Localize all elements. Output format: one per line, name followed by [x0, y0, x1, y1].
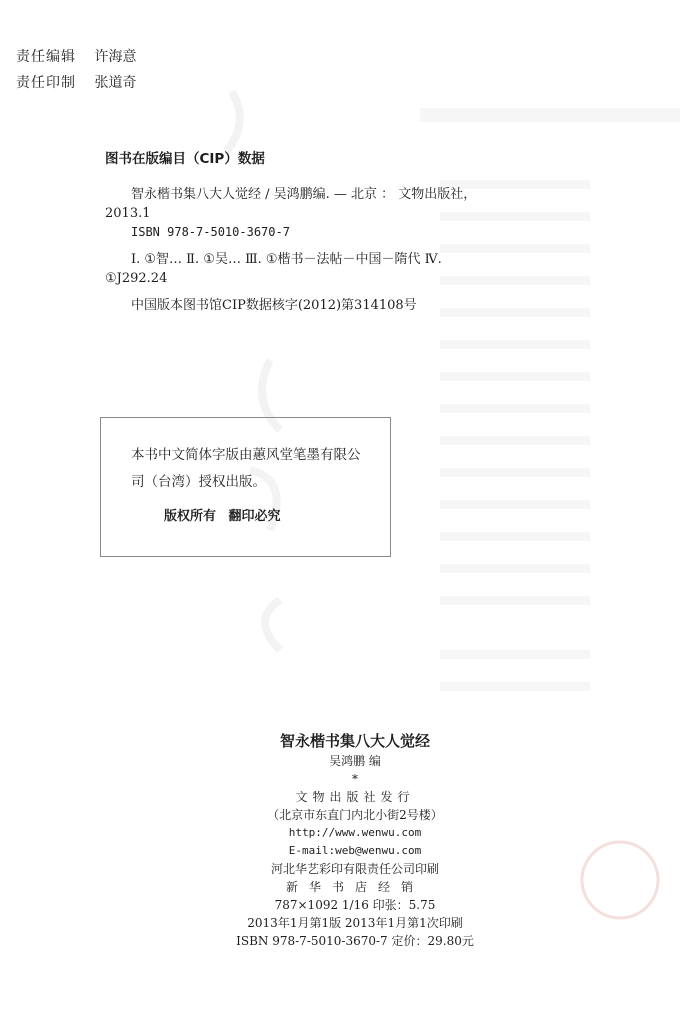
license-notice-box	[100, 417, 391, 557]
book-title: 智永楷书集八大人觉经	[279, 732, 430, 750]
cip-classification: Ⅰ. ①智… Ⅱ. ①吴… Ⅲ. ①楷书－法帖－中国－隋代 Ⅳ. ①J292.24	[105, 252, 442, 286]
email-line: E-mail:web@wenwu.com	[288, 844, 422, 857]
license-notice: 本书中文简体字版由蕙风堂笔墨有限公司（台湾）授权出版。	[131, 447, 361, 490]
credit-name: 张道奇	[94, 75, 137, 91]
credit-role: 责任编辑	[16, 49, 76, 65]
divider-mark: *	[352, 772, 358, 786]
edition-line: 2013年1月第1版 2013年1月第1次印刷	[247, 916, 463, 930]
cip-data-block	[105, 150, 495, 323]
credit-row-printing	[16, 70, 136, 96]
editor-line: 吴鸿鹏 编	[329, 754, 381, 768]
publisher-line: 文物出版社发行	[295, 790, 415, 804]
printer-line: 河北华艺彩印有限责任公司印刷	[270, 862, 439, 876]
credits-block	[16, 44, 136, 96]
website-line: http://www.wenwu.com	[288, 826, 422, 839]
format-line: 787×1092 1/16 印张：5.75	[274, 898, 436, 912]
cip-isbn: ISBN 978-7-5010-3670-7	[131, 225, 290, 239]
colophon	[150, 730, 560, 950]
cip-record: 中国版本图书馆CIP数据核字(2012)第314108号	[131, 298, 417, 313]
cip-entry: 智永楷书集八大人觉经 / 吴鸿鹏编. — 北京 ： 文物出版社，2013.1	[105, 187, 477, 221]
rights-reserved: 版权所有 翻印必究	[164, 509, 281, 524]
address-line: （北京市东直门内北小街2号楼）	[267, 808, 443, 822]
credit-name: 许海意	[94, 49, 137, 65]
isbn-price-line: ISBN 978-7-5010-3670-7 定价：29.80元	[236, 934, 474, 948]
credit-role: 责任印制	[16, 75, 76, 91]
distributor-line: 新华书店经销	[285, 880, 424, 894]
faint-seal-stamp	[582, 842, 658, 918]
cip-heading: 图书在版编目（CIP）数据	[105, 151, 265, 167]
credit-row-editor	[16, 44, 136, 70]
